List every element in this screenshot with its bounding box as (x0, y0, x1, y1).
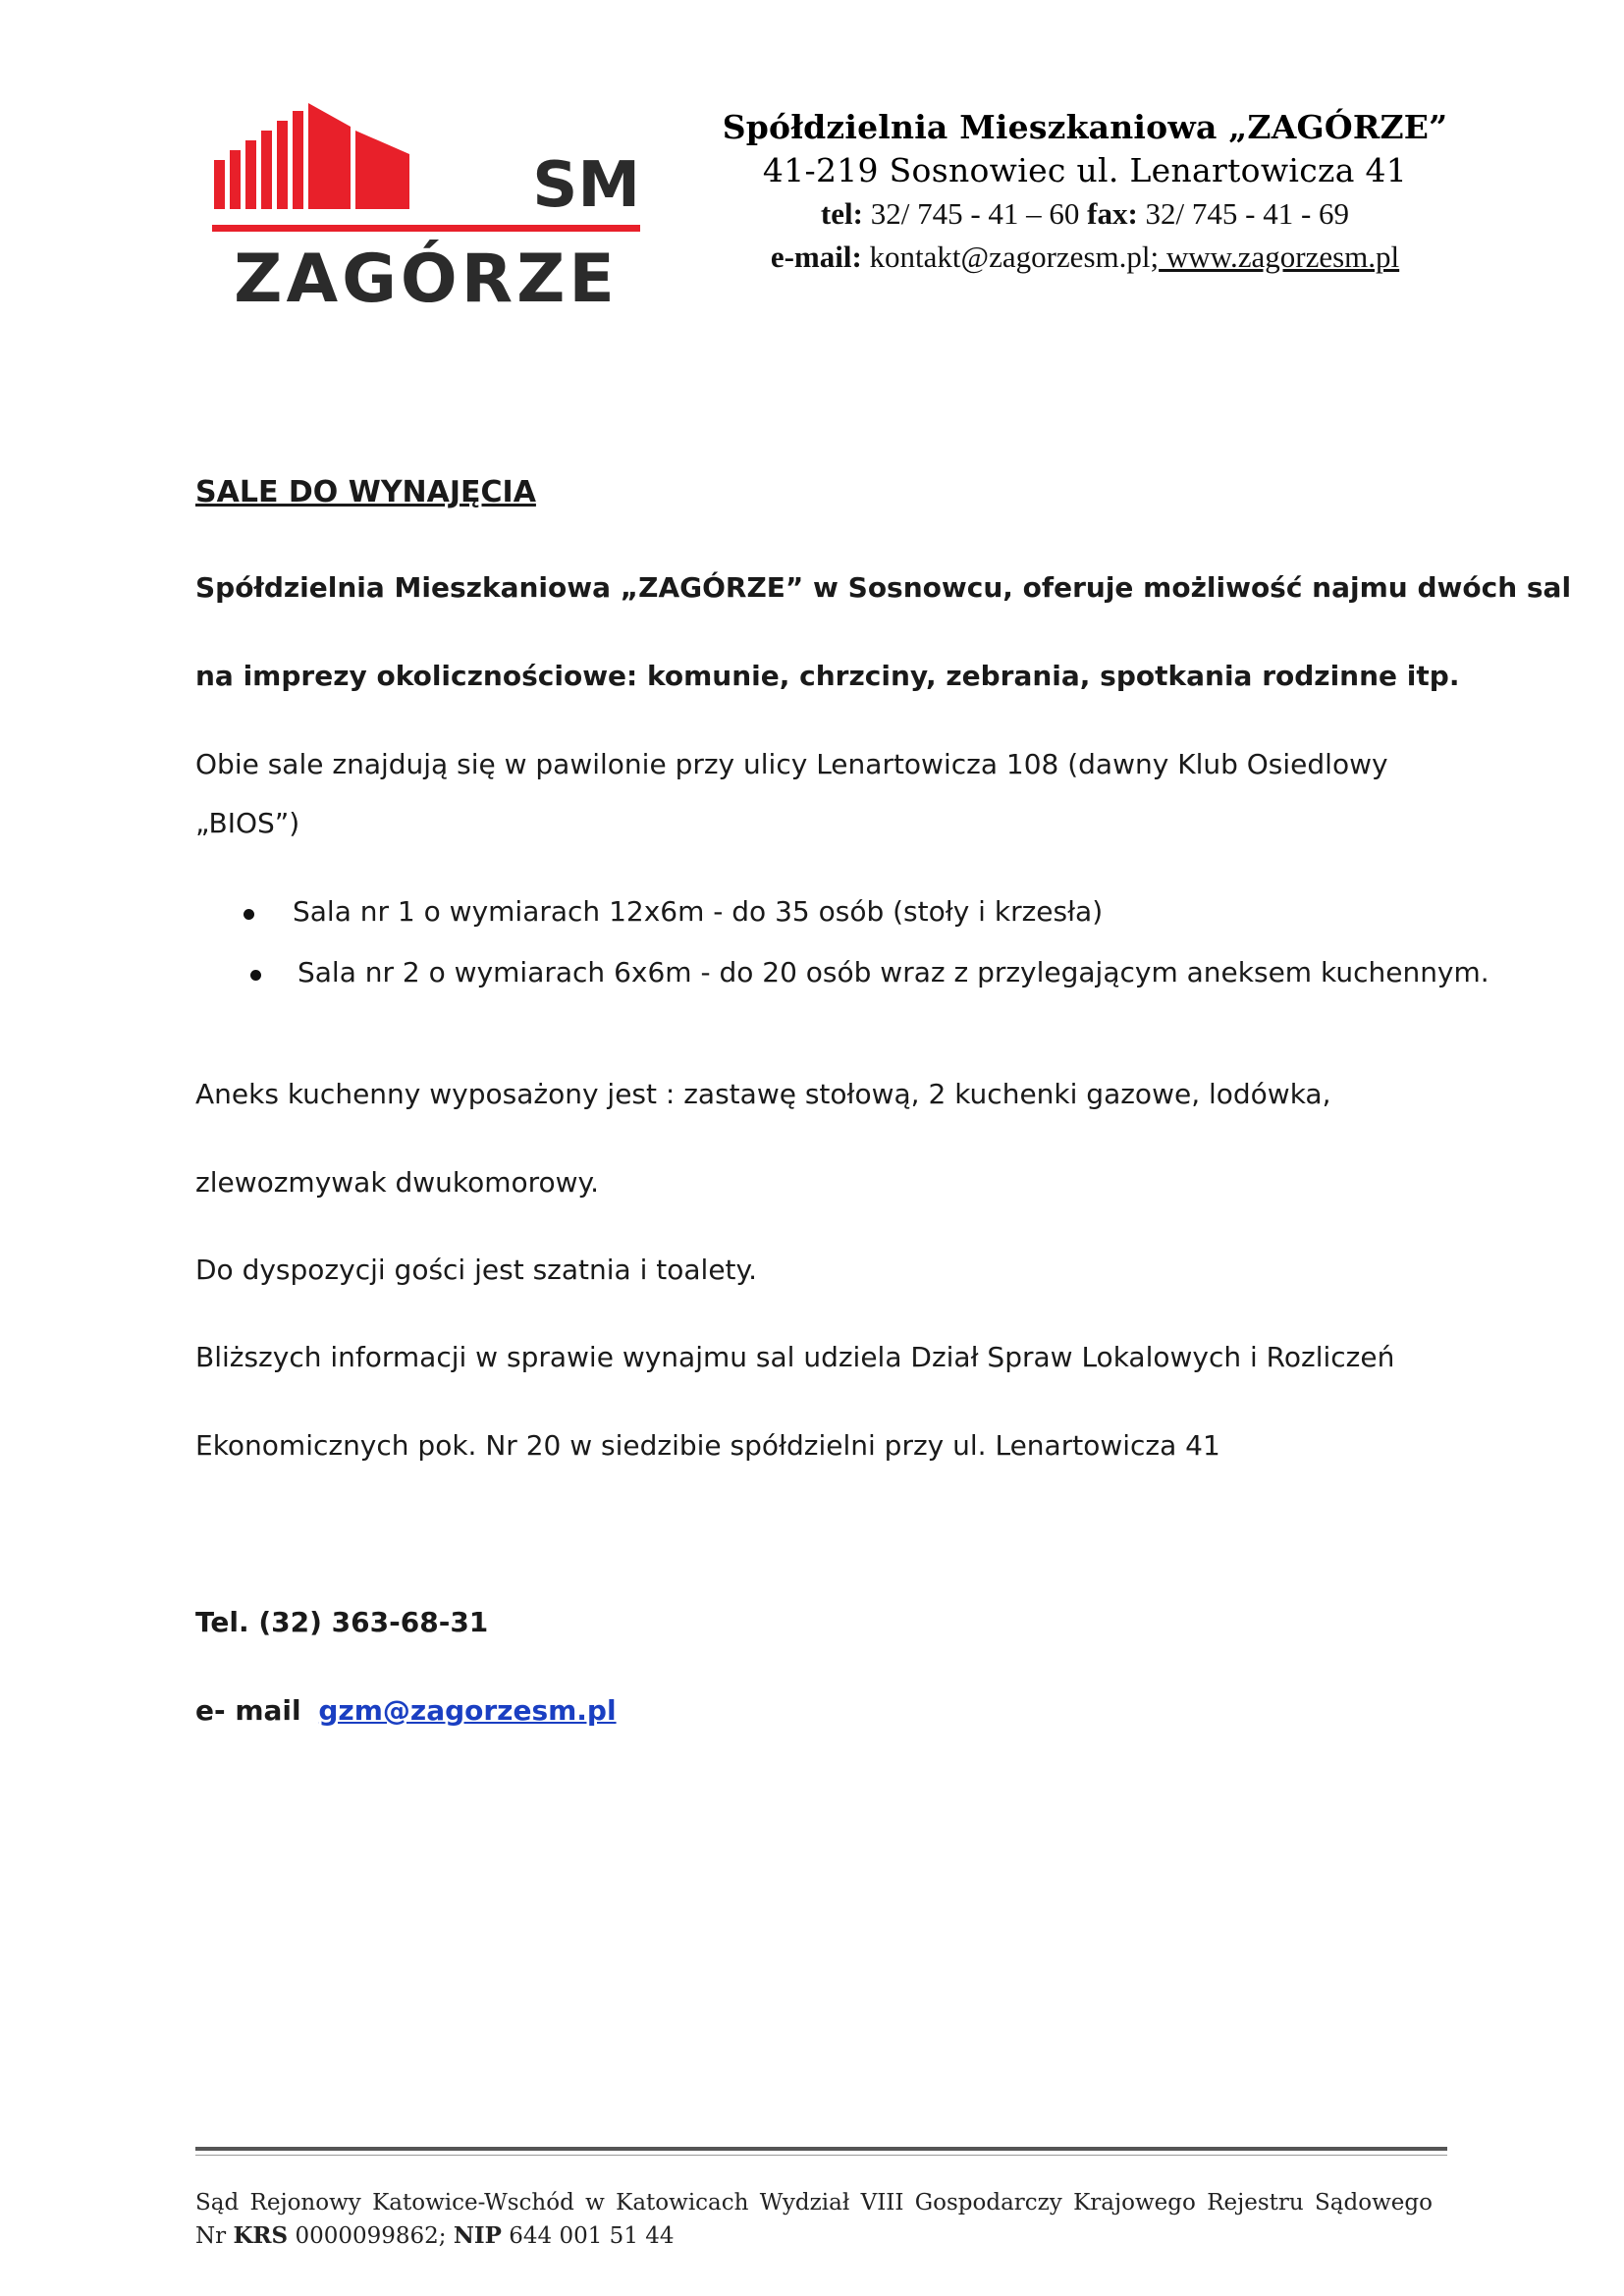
cloakroom-text: Do dyspozycji gości jest szatnia i toalety. (195, 1254, 758, 1286)
email-label: e- mail (195, 1694, 311, 1727)
phone-fax-line (692, 192, 1478, 236)
info-line-2: Ekonomicznych pok. Nr 20 w siedzibie spółdzielni przy ul. Lenartowicza 41 (195, 1429, 1220, 1462)
contact-email[interactable]: kontakt@zagorzesm.pl; (869, 240, 1160, 274)
cooperative-name: Spółdzielnia Mieszkaniowa „ZAGÓRZE” (722, 108, 1448, 146)
krs-number: 0000099862; (288, 2223, 454, 2249)
court-word: VIII (860, 2190, 904, 2216)
intro-line-1: Spółdzielnia Mieszkaniowa „ZAGÓRZE” w Sosnowcu, oferuje możliwość najmu dwóch sal (195, 571, 1572, 604)
tel-label: tel: (820, 196, 863, 231)
court-word: Sądowego (1315, 2190, 1433, 2216)
logo-name-text: ZAGÓRZE (234, 240, 619, 309)
intro-line-2: na imprezy okolicznościowe: komunie, chrzciny, zebrania, spotkania rodzinne itp. (195, 660, 1460, 692)
footer-registry-line (195, 2219, 1433, 2253)
zagorze-logo (208, 103, 645, 309)
nr-text: Nr (195, 2223, 234, 2249)
court-word: Katowicach (616, 2190, 749, 2216)
hall-2-text: Sala nr 2 o wymiarach 6x6m - do 20 osób wraz z przylegającym aneksem kuchennym. (298, 956, 1489, 988)
court-word: w (585, 2190, 605, 2216)
logo-sm-text: SM (532, 149, 640, 222)
bullet-icon (244, 909, 254, 920)
logo-building-graphic (214, 103, 409, 209)
location-line-1: Obie sale znajdują się w pawilonie przy ulicy Lenartowicza 108 (dawny Klub Osiedlowy (195, 748, 1388, 780)
footer-divider-thin (195, 2155, 1447, 2156)
email-web-line (692, 236, 1478, 279)
bullet-icon (250, 970, 261, 981)
email-label: e-mail: (770, 240, 862, 274)
cooperative-address: 41-219 Sosnowiec ul. Lenartowicza 41 (762, 151, 1408, 189)
footer-divider (195, 2147, 1447, 2151)
logo-red-rule (212, 225, 640, 232)
info-line-1: Bliższych informacji w sprawie wynajmu sal udziela Dział Spraw Lokalowych i Rozliczeń (195, 1341, 1395, 1373)
hall-1-text: Sala nr 1 o wymiarach 12x6m - do 35 osób (stoły i krzesła) (293, 895, 1104, 928)
tel-number: 32/ 745 - 41 – 60 (870, 196, 1080, 231)
page-title: SALE DO WYNAJĘCIA (195, 475, 536, 509)
letterhead (692, 106, 1478, 279)
contact-phone: Tel. (32) 363-68-31 (195, 1606, 489, 1638)
footer-court-line (195, 2187, 1433, 2219)
location-line-2: „BIOS”) (195, 807, 300, 839)
court-word: Sąd (195, 2190, 240, 2216)
nip-number: 644 001 51 44 (501, 2223, 675, 2249)
contact-email-line (195, 1694, 617, 1727)
court-word: Katowice-Wschód (372, 2190, 574, 2216)
court-word: Wydział (759, 2190, 850, 2216)
fax-number: 32/ 745 - 41 - 69 (1145, 196, 1350, 231)
krs-label: KRS (233, 2222, 289, 2249)
court-word: Rejestru (1207, 2190, 1304, 2216)
court-word: Rejonowy (249, 2190, 361, 2216)
kitchen-line-1: Aneks kuchenny wyposażony jest : zastawę stołową, 2 kuchenki gazowe, lodówka, (195, 1078, 1331, 1110)
fax-label: fax: (1087, 196, 1138, 231)
kitchen-line-2: zlewozmywak dwukomorowy. (195, 1166, 600, 1199)
nip-label: NIP (453, 2222, 502, 2249)
email-link[interactable]: gzm@zagorzesm.pl (318, 1694, 617, 1727)
footer (195, 2187, 1433, 2253)
court-word: Krajowego (1073, 2190, 1196, 2216)
website-link[interactable]: www.zagorzesm.pl (1159, 240, 1400, 274)
court-word: Gospodarczy (914, 2190, 1062, 2216)
